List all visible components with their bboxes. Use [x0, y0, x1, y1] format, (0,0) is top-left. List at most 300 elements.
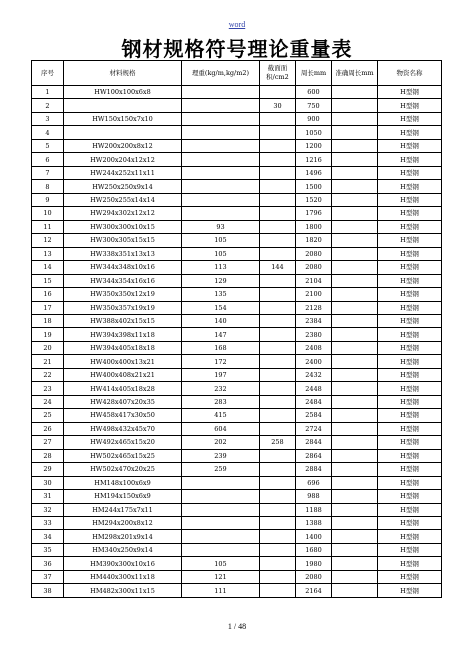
- cell-spec: HW300x300x10x15: [64, 220, 182, 233]
- cell-weight: [182, 543, 260, 556]
- cell-exact-perimeter: [332, 368, 378, 381]
- table-row: [32, 139, 442, 152]
- table-row: [32, 328, 442, 341]
- cell-exact-perimeter: [332, 314, 378, 327]
- cell-perimeter: 2400: [296, 355, 332, 368]
- cell-spec: HW344x348x10x16: [64, 261, 182, 274]
- cell-exact-perimeter: [332, 490, 378, 503]
- cell-perimeter: 1680: [296, 543, 332, 556]
- table-row: [32, 490, 442, 503]
- cell-material-name: H型钢: [378, 503, 442, 516]
- cell-area: 144: [260, 261, 296, 274]
- cell-spec: HM440x300x11x18: [64, 570, 182, 583]
- table-row: [32, 274, 442, 287]
- table-row: [32, 153, 442, 166]
- cell-exact-perimeter: [332, 476, 378, 489]
- header-mark: word: [228, 20, 246, 29]
- table-row: [32, 355, 442, 368]
- cell-weight: [182, 517, 260, 530]
- cell-exact-perimeter: [332, 463, 378, 476]
- cell-perimeter: 2128: [296, 301, 332, 314]
- cell-perimeter: 696: [296, 476, 332, 489]
- cell-area: [260, 139, 296, 152]
- column-header-area: 截面面积/cm2: [260, 61, 296, 86]
- cell-exact-perimeter: [332, 261, 378, 274]
- cell-no: 9: [32, 193, 64, 206]
- cell-perimeter: 1200: [296, 139, 332, 152]
- cell-no: 6: [32, 153, 64, 166]
- cell-weight: 168: [182, 341, 260, 354]
- cell-exact-perimeter: [332, 193, 378, 206]
- cell-perimeter: 1050: [296, 126, 332, 139]
- cell-area: [260, 382, 296, 395]
- cell-weight: [182, 126, 260, 139]
- cell-no: 15: [32, 274, 64, 287]
- cell-no: 33: [32, 517, 64, 530]
- cell-perimeter: 600: [296, 86, 332, 99]
- cell-perimeter: 2864: [296, 449, 332, 462]
- cell-weight: [182, 193, 260, 206]
- cell-perimeter: 2724: [296, 422, 332, 435]
- cell-weight: 197: [182, 368, 260, 381]
- cell-exact-perimeter: [332, 449, 378, 462]
- table-row: [32, 99, 442, 112]
- cell-no: 29: [32, 463, 64, 476]
- cell-no: 8: [32, 180, 64, 193]
- cell-material-name: H型钢: [378, 86, 442, 99]
- cell-material-name: H型钢: [378, 530, 442, 543]
- cell-weight: 121: [182, 570, 260, 583]
- cell-area: [260, 180, 296, 193]
- cell-perimeter: 2448: [296, 382, 332, 395]
- cell-area: [260, 288, 296, 301]
- cell-weight: [182, 139, 260, 152]
- cell-weight: 239: [182, 449, 260, 462]
- cell-area: [260, 543, 296, 556]
- cell-area: [260, 355, 296, 368]
- cell-no: 25: [32, 409, 64, 422]
- cell-area: [260, 220, 296, 233]
- cell-material-name: H型钢: [378, 476, 442, 489]
- cell-material-name: H型钢: [378, 570, 442, 583]
- cell-no: 37: [32, 570, 64, 583]
- column-header-spec: 材料规格: [64, 61, 182, 86]
- column-header-perimeter: 周长mm: [296, 61, 332, 86]
- cell-weight: 154: [182, 301, 260, 314]
- cell-material-name: H型钢: [378, 301, 442, 314]
- cell-material-name: H型钢: [378, 368, 442, 381]
- table-row: [32, 220, 442, 233]
- cell-spec: HM294x200x8x12: [64, 517, 182, 530]
- cell-area: [260, 476, 296, 489]
- cell-perimeter: 2584: [296, 409, 332, 422]
- cell-material-name: H型钢: [378, 247, 442, 260]
- cell-exact-perimeter: [332, 382, 378, 395]
- cell-perimeter: 2080: [296, 247, 332, 260]
- cell-spec: HW100x100x6x8: [64, 86, 182, 99]
- cell-no: 20: [32, 341, 64, 354]
- cell-area: [260, 449, 296, 462]
- cell-spec: HW350x350x12x19: [64, 288, 182, 301]
- cell-exact-perimeter: [332, 112, 378, 125]
- table-row: [32, 557, 442, 570]
- cell-weight: [182, 490, 260, 503]
- cell-no: 16: [32, 288, 64, 301]
- cell-material-name: H型钢: [378, 355, 442, 368]
- cell-no: 34: [32, 530, 64, 543]
- cell-spec: HW300x305x15x15: [64, 234, 182, 247]
- cell-no: 18: [32, 314, 64, 327]
- cell-perimeter: 1216: [296, 153, 332, 166]
- cell-area: [260, 247, 296, 260]
- cell-spec: HW400x408x21x21: [64, 368, 182, 381]
- cell-exact-perimeter: [332, 207, 378, 220]
- cell-perimeter: 2080: [296, 570, 332, 583]
- cell-weight: 415: [182, 409, 260, 422]
- cell-material-name: H型钢: [378, 436, 442, 449]
- cell-material-name: H型钢: [378, 126, 442, 139]
- column-header-weight: 理重(kg/m,kg/m2): [182, 61, 260, 86]
- table-row: [32, 382, 442, 395]
- cell-area: [260, 409, 296, 422]
- cell-area: [260, 463, 296, 476]
- cell-area: [260, 395, 296, 408]
- page-title: 钢材规格符号理论重量表: [121, 37, 353, 61]
- cell-no: 12: [32, 234, 64, 247]
- cell-area: [260, 153, 296, 166]
- cell-area: [260, 112, 296, 125]
- cell-perimeter: 1500: [296, 180, 332, 193]
- cell-material-name: H型钢: [378, 153, 442, 166]
- cell-exact-perimeter: [332, 139, 378, 152]
- cell-weight: [182, 503, 260, 516]
- cell-perimeter: 2164: [296, 584, 332, 597]
- cell-perimeter: 1800: [296, 220, 332, 233]
- cell-exact-perimeter: [332, 166, 378, 179]
- cell-area: [260, 584, 296, 597]
- cell-material-name: H型钢: [378, 193, 442, 206]
- cell-perimeter: 2408: [296, 341, 332, 354]
- table-row: [32, 463, 442, 476]
- cell-material-name: H型钢: [378, 382, 442, 395]
- cell-exact-perimeter: [332, 99, 378, 112]
- cell-area: [260, 490, 296, 503]
- cell-weight: 105: [182, 247, 260, 260]
- cell-exact-perimeter: [332, 126, 378, 139]
- cell-no: 38: [32, 584, 64, 597]
- cell-spec: HW350x357x19x19: [64, 301, 182, 314]
- cell-area: [260, 503, 296, 516]
- cell-perimeter: 1820: [296, 234, 332, 247]
- cell-weight: 129: [182, 274, 260, 287]
- cell-exact-perimeter: [332, 234, 378, 247]
- cell-no: 10: [32, 207, 64, 220]
- page-number: 1 / 48: [227, 622, 247, 631]
- cell-no: 2: [32, 99, 64, 112]
- cell-exact-perimeter: [332, 557, 378, 570]
- cell-no: 11: [32, 220, 64, 233]
- cell-weight: 259: [182, 463, 260, 476]
- cell-perimeter: 2432: [296, 368, 332, 381]
- cell-perimeter: 2100: [296, 288, 332, 301]
- cell-spec: HM390x300x10x16: [64, 557, 182, 570]
- cell-spec: HM298x201x9x14: [64, 530, 182, 543]
- cell-exact-perimeter: [332, 180, 378, 193]
- cell-no: 26: [32, 422, 64, 435]
- cell-no: 32: [32, 503, 64, 516]
- cell-perimeter: 2080: [296, 261, 332, 274]
- cell-material-name: H型钢: [378, 220, 442, 233]
- cell-weight: [182, 86, 260, 99]
- cell-material-name: H型钢: [378, 166, 442, 179]
- cell-exact-perimeter: [332, 288, 378, 301]
- cell-weight: 135: [182, 288, 260, 301]
- cell-no: 28: [32, 449, 64, 462]
- cell-exact-perimeter: [332, 409, 378, 422]
- cell-no: 36: [32, 557, 64, 570]
- cell-exact-perimeter: [332, 584, 378, 597]
- cell-spec: HW150x150x7x10: [64, 112, 182, 125]
- table-row: [32, 395, 442, 408]
- cell-perimeter: 988: [296, 490, 332, 503]
- cell-area: [260, 193, 296, 206]
- cell-material-name: H型钢: [378, 517, 442, 530]
- cell-material-name: H型钢: [378, 490, 442, 503]
- cell-weight: [182, 180, 260, 193]
- cell-spec: HM244x175x7x11: [64, 503, 182, 516]
- cell-weight: [182, 476, 260, 489]
- cell-spec: HW394x398x11x18: [64, 328, 182, 341]
- cell-material-name: H型钢: [378, 449, 442, 462]
- cell-area: [260, 557, 296, 570]
- cell-spec: HW200x204x12x12: [64, 153, 182, 166]
- cell-material-name: H型钢: [378, 112, 442, 125]
- cell-spec: HW428x407x20x35: [64, 395, 182, 408]
- cell-exact-perimeter: [332, 86, 378, 99]
- cell-material-name: H型钢: [378, 395, 442, 408]
- cell-exact-perimeter: [332, 247, 378, 260]
- cell-weight: [182, 166, 260, 179]
- cell-no: 30: [32, 476, 64, 489]
- table-row: [32, 207, 442, 220]
- cell-material-name: H型钢: [378, 341, 442, 354]
- cell-area: [260, 314, 296, 327]
- table-row: [32, 180, 442, 193]
- cell-area: [260, 166, 296, 179]
- cell-spec: HM148x100x6x9: [64, 476, 182, 489]
- cell-spec: HW502x465x15x25: [64, 449, 182, 462]
- cell-area: [260, 126, 296, 139]
- table-row: [32, 288, 442, 301]
- cell-material-name: H型钢: [378, 463, 442, 476]
- cell-no: 31: [32, 490, 64, 503]
- cell-no: 17: [32, 301, 64, 314]
- cell-exact-perimeter: [332, 341, 378, 354]
- table-row: [32, 193, 442, 206]
- cell-weight: 111: [182, 584, 260, 597]
- cell-material-name: H型钢: [378, 543, 442, 556]
- cell-no: 13: [32, 247, 64, 260]
- table-row: [32, 234, 442, 247]
- cell-area: [260, 530, 296, 543]
- cell-no: 5: [32, 139, 64, 152]
- cell-no: 27: [32, 436, 64, 449]
- cell-perimeter: 1980: [296, 557, 332, 570]
- cell-spec: HW492x465x15x20: [64, 436, 182, 449]
- cell-weight: 172: [182, 355, 260, 368]
- cell-weight: 604: [182, 422, 260, 435]
- cell-perimeter: 1496: [296, 166, 332, 179]
- cell-no: 22: [32, 368, 64, 381]
- cell-spec: HW244x252x11x11: [64, 166, 182, 179]
- table-row: [32, 341, 442, 354]
- cell-spec: HW200x200x8x12: [64, 139, 182, 152]
- cell-perimeter: 2484: [296, 395, 332, 408]
- cell-exact-perimeter: [332, 517, 378, 530]
- cell-material-name: H型钢: [378, 328, 442, 341]
- cell-perimeter: 2104: [296, 274, 332, 287]
- cell-perimeter: 750: [296, 99, 332, 112]
- cell-material-name: H型钢: [378, 422, 442, 435]
- cell-exact-perimeter: [332, 274, 378, 287]
- cell-area: [260, 234, 296, 247]
- cell-weight: [182, 530, 260, 543]
- cell-area: 30: [260, 99, 296, 112]
- cell-weight: 283: [182, 395, 260, 408]
- cell-spec: HW344x354x16x16: [64, 274, 182, 287]
- cell-material-name: H型钢: [378, 99, 442, 112]
- table-row: [32, 261, 442, 274]
- cell-material-name: H型钢: [378, 288, 442, 301]
- cell-area: [260, 301, 296, 314]
- cell-exact-perimeter: [332, 503, 378, 516]
- cell-spec: HW400x400x13x21: [64, 355, 182, 368]
- cell-no: 24: [32, 395, 64, 408]
- cell-exact-perimeter: [332, 543, 378, 556]
- column-header-material-name: 物资名称: [378, 61, 442, 86]
- table-row: [32, 517, 442, 530]
- cell-perimeter: 900: [296, 112, 332, 125]
- cell-weight: 202: [182, 436, 260, 449]
- cell-area: [260, 86, 296, 99]
- cell-no: 23: [32, 382, 64, 395]
- cell-spec: HW414x405x18x28: [64, 382, 182, 395]
- cell-exact-perimeter: [332, 301, 378, 314]
- column-header-no: 序号: [32, 61, 64, 86]
- cell-spec: HW250x255x14x14: [64, 193, 182, 206]
- cell-exact-perimeter: [332, 422, 378, 435]
- cell-weight: 105: [182, 234, 260, 247]
- column-header-exact-perimeter: 准确周长mm: [332, 61, 378, 86]
- table-row: [32, 530, 442, 543]
- cell-material-name: H型钢: [378, 584, 442, 597]
- cell-weight: [182, 112, 260, 125]
- cell-exact-perimeter: [332, 436, 378, 449]
- cell-material-name: H型钢: [378, 274, 442, 287]
- cell-spec: HM482x300x11x15: [64, 584, 182, 597]
- cell-weight: 105: [182, 557, 260, 570]
- cell-material-name: H型钢: [378, 557, 442, 570]
- cell-spec: HW250x250x9x14: [64, 180, 182, 193]
- cell-perimeter: 1520: [296, 193, 332, 206]
- cell-spec: HW458x417x30x50: [64, 409, 182, 422]
- cell-area: 258: [260, 436, 296, 449]
- cell-weight: 232: [182, 382, 260, 395]
- cell-no: 7: [32, 166, 64, 179]
- table-row: [32, 570, 442, 583]
- cell-material-name: H型钢: [378, 409, 442, 422]
- cell-perimeter: 2384: [296, 314, 332, 327]
- table-row: [32, 247, 442, 260]
- cell-weight: 140: [182, 314, 260, 327]
- cell-material-name: H型钢: [378, 234, 442, 247]
- table-header-row: [32, 61, 442, 86]
- cell-weight: 147: [182, 328, 260, 341]
- cell-area: [260, 368, 296, 381]
- table-row: [32, 422, 442, 435]
- table-row: [32, 301, 442, 314]
- cell-spec: HM194x150x6x9: [64, 490, 182, 503]
- table-row: [32, 503, 442, 516]
- cell-perimeter: 1796: [296, 207, 332, 220]
- cell-exact-perimeter: [332, 153, 378, 166]
- cell-exact-perimeter: [332, 328, 378, 341]
- cell-perimeter: 1388: [296, 517, 332, 530]
- table-row: [32, 409, 442, 422]
- cell-area: [260, 328, 296, 341]
- cell-perimeter: 2884: [296, 463, 332, 476]
- table-row: [32, 126, 442, 139]
- cell-exact-perimeter: [332, 355, 378, 368]
- cell-area: [260, 274, 296, 287]
- cell-area: [260, 517, 296, 530]
- cell-weight: [182, 207, 260, 220]
- table-row: [32, 476, 442, 489]
- cell-no: 19: [32, 328, 64, 341]
- cell-exact-perimeter: [332, 220, 378, 233]
- table-row: [32, 584, 442, 597]
- cell-spec: [64, 99, 182, 112]
- cell-perimeter: 2380: [296, 328, 332, 341]
- cell-exact-perimeter: [332, 530, 378, 543]
- table-row: [32, 166, 442, 179]
- table-row: [32, 436, 442, 449]
- cell-area: [260, 422, 296, 435]
- cell-area: [260, 341, 296, 354]
- cell-weight: 93: [182, 220, 260, 233]
- cell-no: 3: [32, 112, 64, 125]
- cell-area: [260, 570, 296, 583]
- cell-no: 35: [32, 543, 64, 556]
- cell-weight: 113: [182, 261, 260, 274]
- table-row: [32, 368, 442, 381]
- cell-no: 4: [32, 126, 64, 139]
- cell-exact-perimeter: [332, 570, 378, 583]
- cell-spec: HW498x432x45x70: [64, 422, 182, 435]
- cell-material-name: H型钢: [378, 180, 442, 193]
- cell-spec: [64, 126, 182, 139]
- table-row: [32, 314, 442, 327]
- cell-material-name: H型钢: [378, 207, 442, 220]
- cell-no: 21: [32, 355, 64, 368]
- cell-perimeter: 2844: [296, 436, 332, 449]
- table-row: [32, 543, 442, 556]
- cell-no: 14: [32, 261, 64, 274]
- cell-weight: [182, 99, 260, 112]
- cell-spec: HW294x302x12x12: [64, 207, 182, 220]
- table-row: [32, 449, 442, 462]
- cell-material-name: H型钢: [378, 261, 442, 274]
